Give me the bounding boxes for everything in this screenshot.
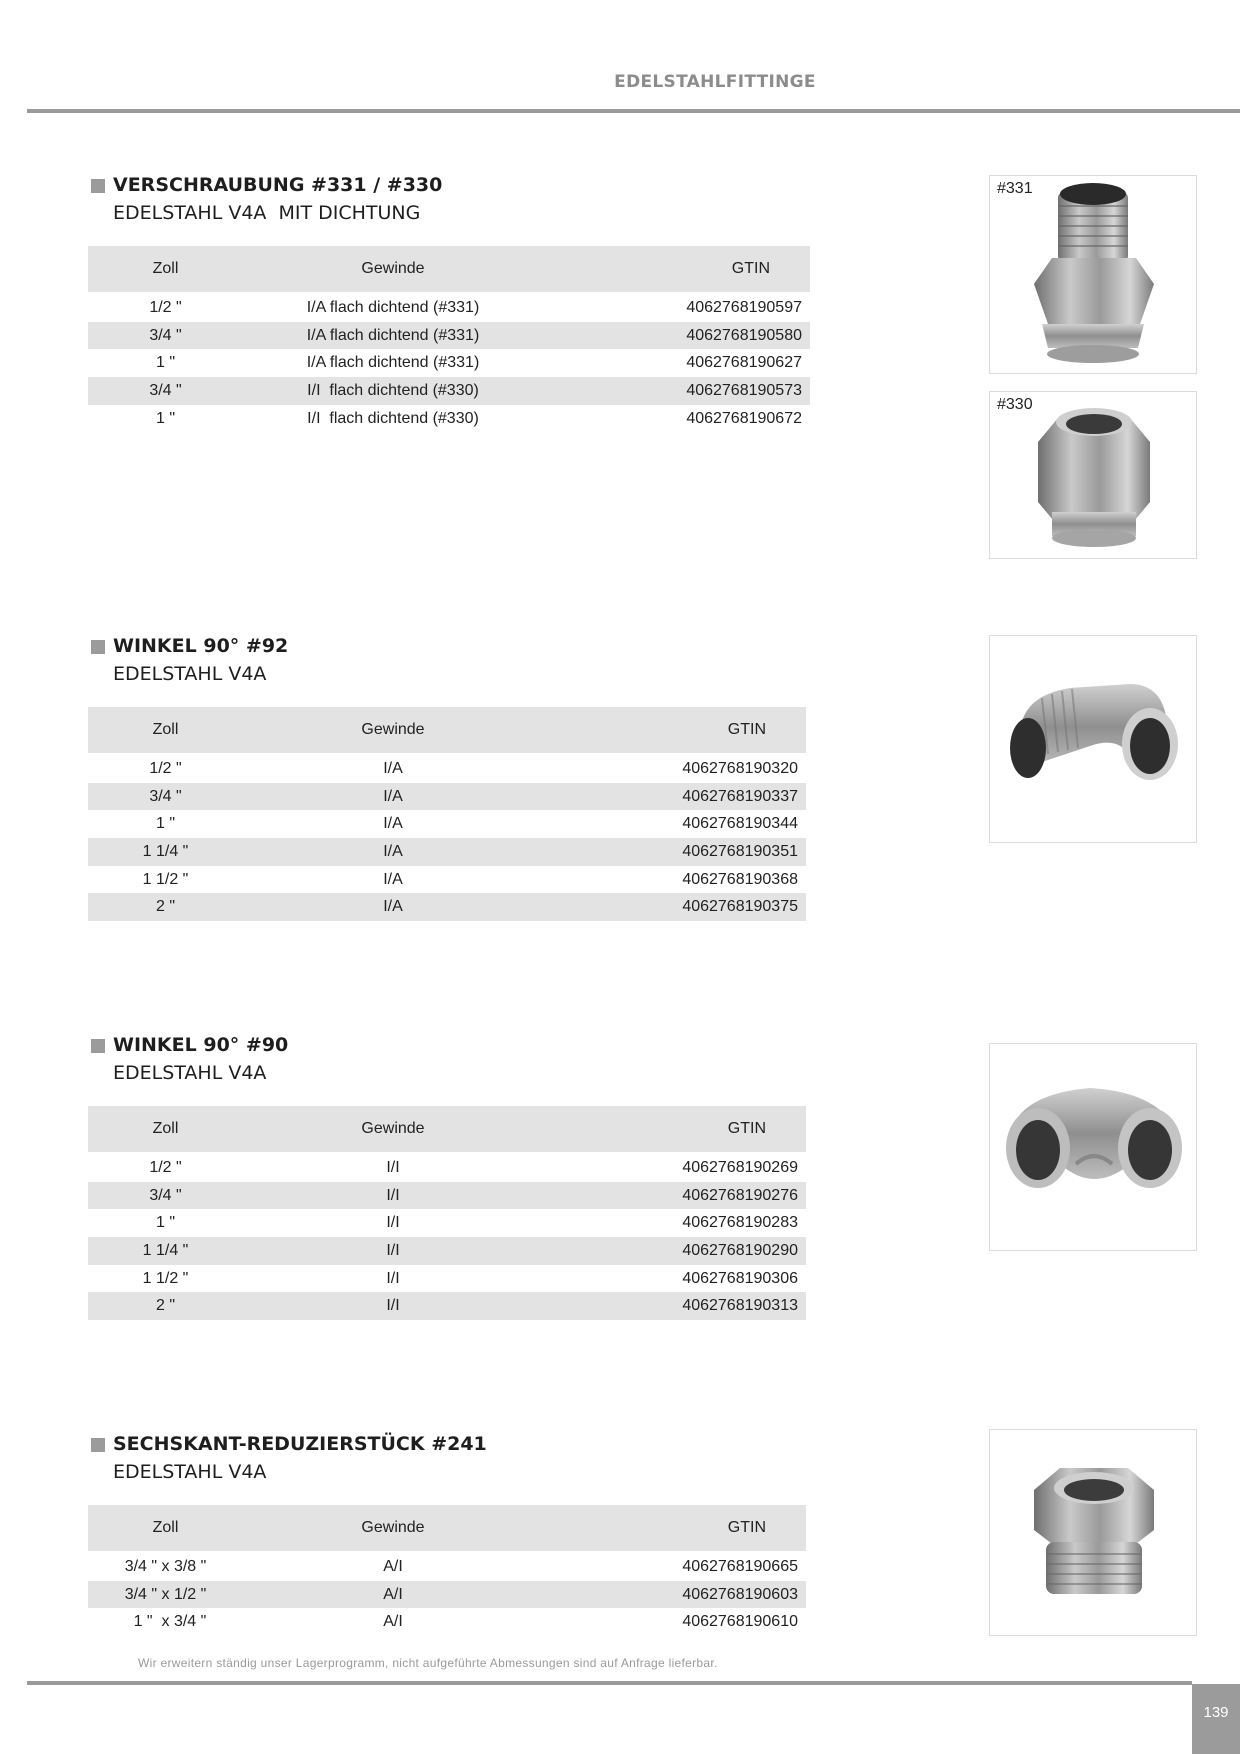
- cell-zoll: 1 ": [155, 354, 176, 372]
- section-bullet-square: [91, 640, 105, 654]
- table-row: [88, 783, 806, 811]
- page-number: 139: [1192, 1684, 1240, 1754]
- cell-gewinde: A/I: [383, 1613, 403, 1631]
- section-title: WINKEL 90° #92: [113, 635, 289, 657]
- table-header-row: [88, 1106, 806, 1152]
- cell-gewinde: I/I flach dichtend (#330): [307, 409, 479, 427]
- image-label: #331: [997, 180, 1033, 197]
- cell-gtin: 4062768190306: [682, 1269, 798, 1287]
- section-subtitle: EDELSTAHL V4A: [113, 1062, 267, 1084]
- union-female-female-fitting-icon: [990, 392, 1198, 560]
- cell-gewinde: I/A: [243, 893, 543, 921]
- table-row: [88, 1551, 806, 1581]
- product-table: [88, 246, 810, 432]
- cell-zoll: 3/4 ": [88, 377, 243, 405]
- cell-zoll: 3/4 ": [88, 783, 243, 811]
- column-header-zoll: Zoll: [88, 246, 243, 292]
- cell-zoll: 3/4 ": [88, 322, 243, 350]
- cell-zoll: 3/4 ": [88, 1182, 243, 1210]
- cell-zoll: 1 1/2 ": [142, 1269, 189, 1287]
- cell-gewinde: I/A: [243, 783, 543, 811]
- cell-gtin: 4062768190351: [543, 838, 806, 866]
- column-header-gewinde: Gewinde: [243, 1505, 543, 1551]
- table-row: [88, 1152, 806, 1182]
- cell-gewinde: I/A flach dichtend (#331): [306, 298, 480, 316]
- cell-gtin: 4062768190573: [543, 377, 810, 405]
- section-title: VERSCHRAUBUNG #331 / #330: [113, 174, 443, 196]
- section-bullet-square: [91, 1039, 105, 1053]
- table-row: [88, 893, 806, 921]
- column-header-gtin: GTIN: [543, 246, 810, 292]
- cell-gtin: 4062768190580: [543, 322, 810, 350]
- column-header-gewinde: Gewinde: [243, 707, 543, 753]
- cell-gewinde: I/A flach dichtend (#331): [243, 322, 543, 350]
- table-row: [88, 810, 806, 838]
- header-divider: [27, 109, 1240, 113]
- cell-gewinde: A/I: [243, 1581, 543, 1609]
- cell-gewinde: I/I flach dichtend (#330): [243, 377, 543, 405]
- cell-zoll: 1 1/4 ": [88, 1237, 243, 1265]
- cell-gewinde: A/I: [383, 1557, 403, 1575]
- cell-gtin: 4062768190290: [543, 1237, 806, 1265]
- section-subtitle: EDELSTAHL V4A: [113, 663, 267, 685]
- product-image-331: [989, 175, 1197, 374]
- table-row: [88, 1237, 806, 1265]
- cell-gewinde: I/A: [383, 815, 403, 833]
- cell-gtin: 4062768190283: [682, 1214, 798, 1232]
- cell-zoll: 1 1/2 ": [142, 870, 189, 888]
- table-row: [88, 753, 806, 783]
- cell-gtin: 4062768190672: [686, 409, 802, 427]
- cell-gtin: 4062768190276: [543, 1182, 806, 1210]
- cell-zoll: 1 1/4 ": [88, 838, 243, 866]
- table-row: [88, 1581, 806, 1609]
- cell-gtin: 4062768190344: [682, 815, 798, 833]
- column-header-gewinde: Gewinde: [243, 246, 543, 292]
- table-row: [88, 1182, 806, 1210]
- table-header-row: [88, 707, 806, 753]
- cell-gtin: 4062768190597: [686, 298, 802, 316]
- column-header-gewinde: Gewinde: [243, 1106, 543, 1152]
- table-header-row: [88, 1505, 806, 1551]
- section-title: WINKEL 90° #90: [113, 1034, 289, 1056]
- cell-gewinde: I/I: [243, 1182, 543, 1210]
- cell-zoll: 2 ": [88, 893, 243, 921]
- cell-gtin: 4062768190320: [682, 759, 798, 777]
- column-header-zoll: Zoll: [88, 707, 243, 753]
- product-image-92: [989, 635, 1197, 843]
- cell-gtin: 4062768190375: [543, 893, 806, 921]
- cell-gtin: 4062768190665: [682, 1557, 798, 1575]
- table-row: [88, 349, 810, 377]
- table-row: [88, 292, 810, 322]
- cell-zoll: 1 ": [155, 409, 176, 427]
- section-title: SECHSKANT-REDUZIERSTÜCK #241: [113, 1433, 487, 1455]
- product-image-90: [989, 1043, 1197, 1251]
- table-row: [88, 838, 806, 866]
- cell-zoll: 1/2 ": [149, 1158, 182, 1176]
- cell-gewinde: I/A flach dichtend (#331): [306, 354, 480, 372]
- cell-gewinde: I/I: [243, 1292, 543, 1320]
- elbow-90-male-female-icon: [990, 636, 1198, 844]
- cell-gewinde: I/I: [243, 1237, 543, 1265]
- union-male-female-fitting-icon: [990, 176, 1198, 375]
- cell-gewinde: I/A: [383, 759, 403, 777]
- cell-gtin: 4062768190627: [686, 354, 802, 372]
- cell-zoll: 1/2 ": [149, 298, 182, 316]
- footnote: Wir erweitern ständig unser Lagerprogramm, nicht aufgeführte Abmessungen sind auf Anfrage lieferbar.: [138, 1656, 718, 1670]
- table-row: [88, 1209, 806, 1237]
- cell-gtin: 4062768190313: [543, 1292, 806, 1320]
- page-header-title: EDELSTAHLFITTINGE: [614, 72, 816, 92]
- cell-gtin: 4062768190337: [543, 783, 806, 811]
- section-subtitle: EDELSTAHL V4A: [113, 1461, 267, 1483]
- cell-gtin: 4062768190269: [682, 1158, 798, 1176]
- cell-gewinde: I/A: [383, 870, 403, 888]
- table-row: [88, 405, 810, 433]
- table-row: [88, 866, 806, 894]
- cell-gtin: 4062768190610: [682, 1613, 798, 1631]
- table-row: [88, 322, 810, 350]
- table-row: [88, 377, 810, 405]
- cell-zoll: 1 " x 3/4 ": [124, 1613, 207, 1631]
- cell-gewinde: I/I: [386, 1214, 400, 1232]
- cell-gewinde: I/I: [386, 1269, 400, 1287]
- column-header-gtin: GTIN: [543, 707, 806, 753]
- table-header-row: [88, 246, 810, 292]
- cell-zoll: 1 ": [155, 1214, 176, 1232]
- product-table: [88, 1505, 806, 1636]
- table-row: [88, 1608, 806, 1636]
- column-header-gtin: GTIN: [543, 1106, 806, 1152]
- footer-divider: [27, 1681, 1192, 1685]
- cell-zoll: 1 ": [155, 815, 176, 833]
- product-image-241: [989, 1429, 1197, 1636]
- product-table: [88, 1106, 806, 1320]
- cell-zoll: 1/2 ": [149, 759, 182, 777]
- image-label: #330: [997, 396, 1033, 413]
- column-header-gtin: GTIN: [543, 1505, 806, 1551]
- cell-gtin: 4062768190603: [543, 1581, 806, 1609]
- table-row: [88, 1292, 806, 1320]
- cell-gtin: 4062768190368: [682, 870, 798, 888]
- section-bullet-square: [91, 1438, 105, 1452]
- product-table: [88, 707, 806, 921]
- product-image-330: [989, 391, 1197, 559]
- elbow-90-female-female-icon: [990, 1044, 1198, 1252]
- cell-gewinde: I/A: [243, 838, 543, 866]
- hex-reducer-icon: [990, 1430, 1198, 1637]
- cell-zoll: 3/4 " x 3/8 ": [124, 1557, 207, 1575]
- cell-gewinde: I/I: [386, 1158, 400, 1176]
- table-row: [88, 1265, 806, 1293]
- cell-zoll: 3/4 " x 1/2 ": [88, 1581, 243, 1609]
- section-bullet-square: [91, 179, 105, 193]
- column-header-zoll: Zoll: [88, 1505, 243, 1551]
- section-subtitle: EDELSTAHL V4A MIT DICHTUNG: [113, 202, 421, 224]
- column-header-zoll: Zoll: [88, 1106, 243, 1152]
- cell-zoll: 2 ": [88, 1292, 243, 1320]
